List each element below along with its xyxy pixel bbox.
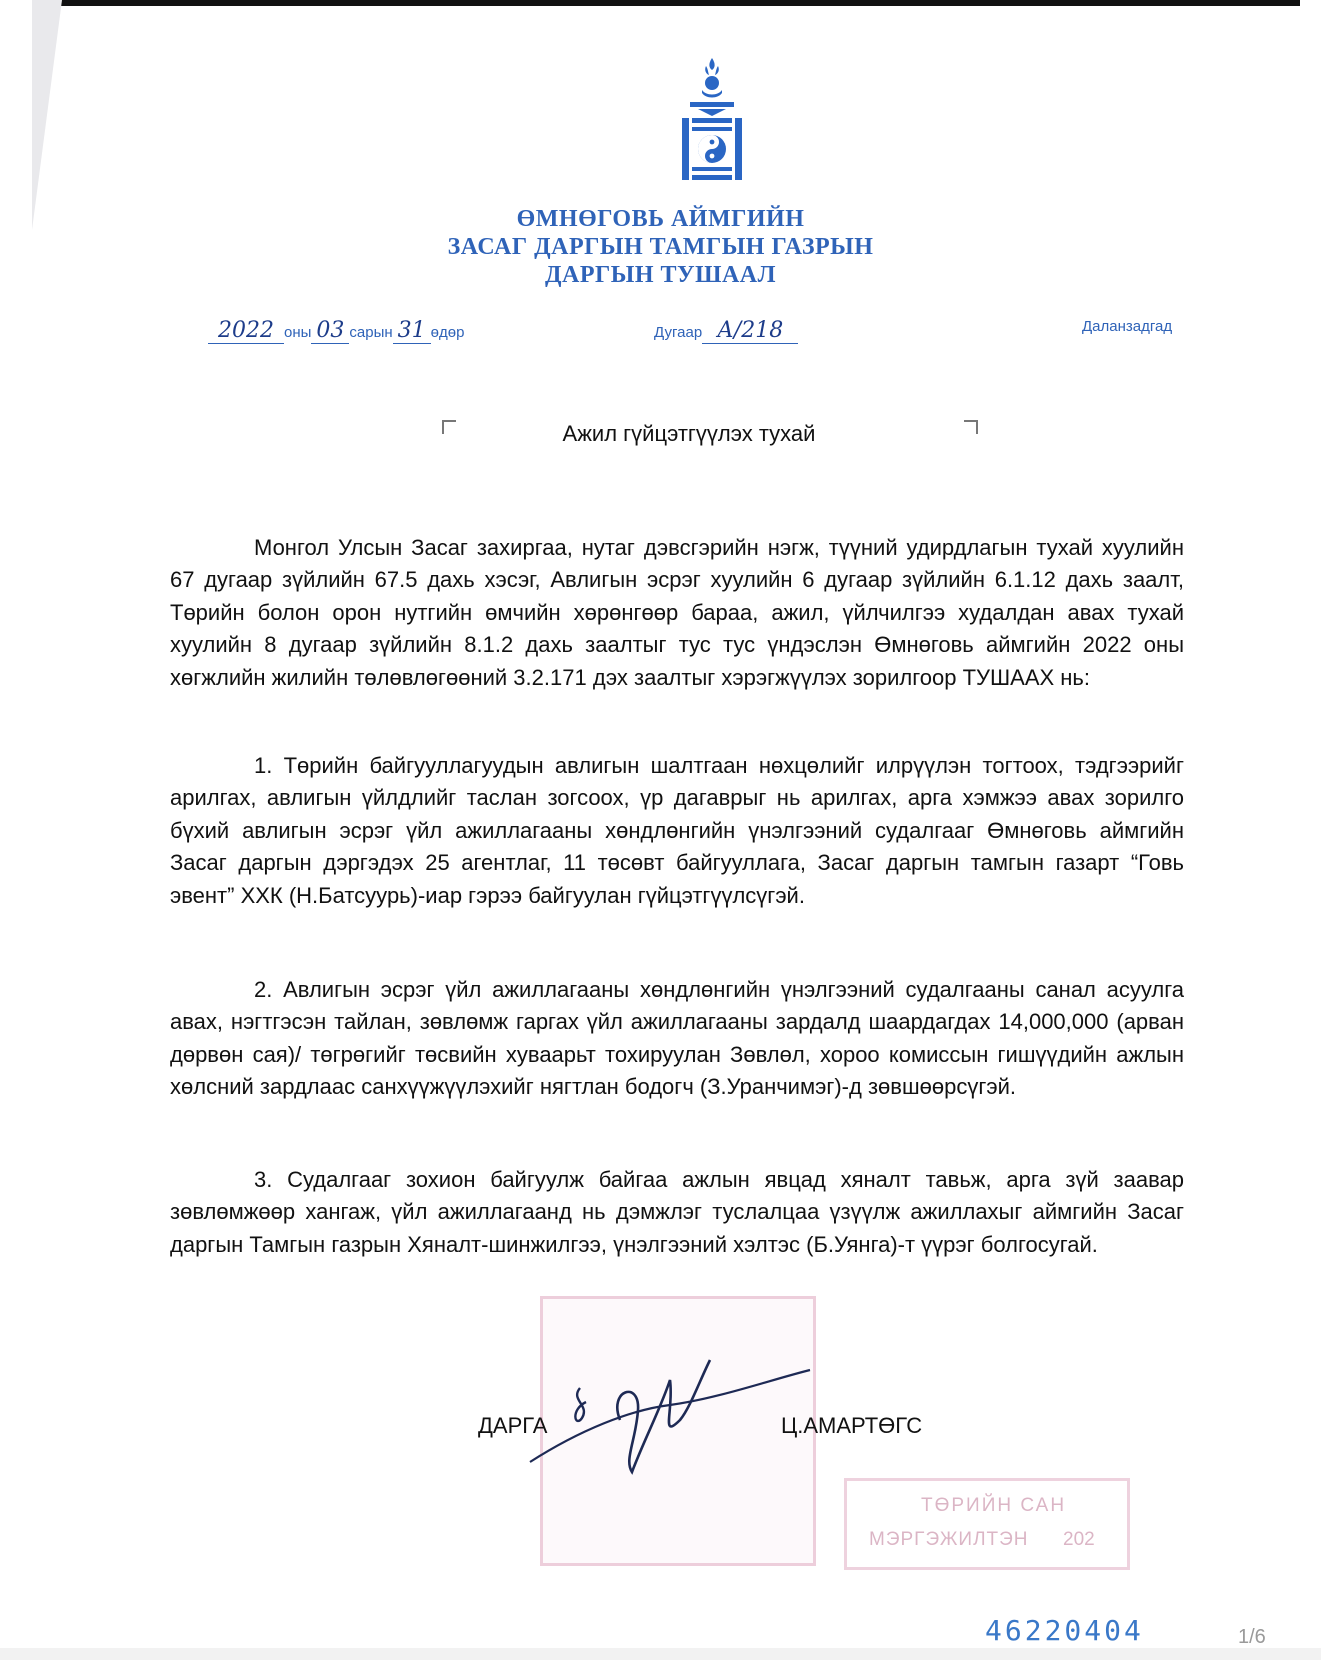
day-label: өдөр <box>430 324 465 341</box>
stamp-line-3: 202 <box>1063 1529 1095 1550</box>
number-field <box>654 318 798 344</box>
date-field <box>208 318 464 344</box>
page-fold-shadow <box>32 0 62 230</box>
signatory-title: ДАРГА <box>478 1413 548 1438</box>
stamp-line-2: МЭРГЭЖИЛТЭН <box>869 1529 1029 1550</box>
header-line-2: ЗАСАГ ДАРГЫН ТАМГЫН ГАЗРЫН <box>447 234 874 260</box>
header-line-3: ДАРГЫН ТУШААЛ <box>544 262 777 288</box>
order-item-3: 3. Судалгааг зохион байгуулж байгаа ажлын явцад хяналт тавьж, арга зүй заавар зөвлөмжөөр хангаж, үйл ажиллагаанд нь дэмжлэг туслалцаа үзүүлж ажиллахыг аймгийн Засаг даргын Тамгын газрын Хяналт-шинжилгээ, үнэлгээний хэлтэс (Б.Уянга)-т үүрэг болгосугай. <box>170 1167 1184 1257</box>
day-value: 31 <box>397 318 426 343</box>
preamble-paragraph: Монгол Улсын Засаг захиргаа, нутаг дэвсгэрийн нэгж, түүний удирдлагын тухай хуулийн 67 дугаар зүйлийн 67.5 дахь хэсэг, Авлигын эсрэг хуулийн 6 дугаар зүйлийн 6.1.12 дахь заалт, Төрийн болон орон нутгийн өмчийн хөрөнгөөр бараа, ажил, үйлчилгээ худалдан авах тухай хуулийн 8 дугаар зүйлийн 8.1.2 дахь заалтыг тус тус үндэслэн Өмнөговь аймгийн 2022 оны хөгжлийн жилийн төлөвлөгөөний 3.2.171 дэх заалтыг хэрэгжүүлэх зорилгоор ТУШААХ нь: <box>170 535 1184 690</box>
signatory-name: Ц.АМАРТӨГС <box>781 1413 923 1438</box>
number-label: Дугаар <box>654 324 703 341</box>
place-label: Даланзадгад <box>1082 318 1173 335</box>
header-line-1: ӨМНӨГОВЬ АЙМГИЙН <box>516 206 805 232</box>
month-label: сарын <box>349 324 393 341</box>
year-value: 2022 <box>218 318 274 343</box>
order-item-2: 2. Авлигын эсрэг үйл ажиллагааны хөндлөнгийн үнэлгээний судалгааны санал асуулга авах, нэгтгэсэн тайлан, зөвлөмж гаргах үйл ажиллагааны зардалд шаардагдах 14,000,000 (арван дөрвөн сая)/ төгрөгийг төсвийн хуваарьт тохируулан Зөвлөл, хороо комиссын гишүүдийн ажлын хөлсний зардлаас санхүүжүүлэхийг нягтлан бодогч (З.Уранчимэг)-д зөвшөөрсүгэй. <box>170 977 1184 1100</box>
soyombo-emblem-icon <box>676 56 748 186</box>
subject-title: Ажил гүйцэтгүүлэх тухай <box>562 421 816 446</box>
order-item-1: 1. Төрийн байгууллагуудын авлигын шалтгаан нөхцөлийг илрүүлэн тогтоох, тэдгээрийг арилгах, авлигын үйлдлийг таслан зогсоох, үр дагаврыг нь арилгах, арга хэмжээ авах зорилго бүхий авлигын эсрэг үйл ажиллагааны хөндлөнгийн үнэлгээний судалгааг Өмнөговь аймгийн Засаг даргын дэргэдэх 25 агентлаг, 11 төсөвт байгууллага, Засаг даргын тамгын газарт “Говь эвент” ХХК (Н.Батсуурь)-иар гэрээ байгуулан гүйцэтгүүлсүгэй. <box>170 753 1184 908</box>
document-serial-number: 46220404 <box>985 1614 1144 1647</box>
year-label: оны <box>284 324 312 341</box>
registration-stamp <box>844 1478 1130 1570</box>
number-value: А/218 <box>717 318 784 343</box>
stamp-line-1: ТӨРИЙН САН <box>921 1495 1067 1516</box>
page-counter: 1/6 <box>1238 1626 1266 1648</box>
handwritten-signature <box>520 1350 820 1480</box>
month-value: 03 <box>316 318 345 343</box>
viewer-bottom-edge <box>0 1648 1321 1660</box>
